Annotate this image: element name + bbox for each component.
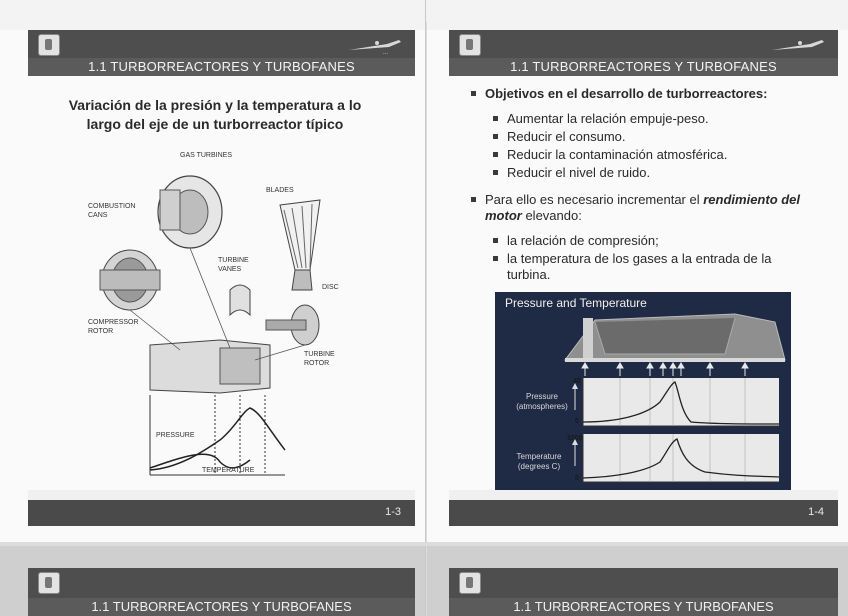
sub-bullet-text: la temperatura de los gases a la entrada de la turbina.	[507, 251, 772, 282]
label-disc: DISC	[322, 284, 339, 291]
university-badge-icon	[459, 572, 481, 594]
page-number: 1-3	[385, 506, 401, 518]
slide-4	[427, 0, 848, 542]
label-combustion-cans: COMBUSTION CANS	[88, 203, 136, 219]
university-badge-icon	[38, 572, 60, 594]
label-pressure: PRESSURE	[156, 432, 195, 439]
bullet-second-suffix: elevando:	[521, 208, 582, 223]
airplane-logo-icon	[766, 36, 828, 56]
temperature-max: 1500	[567, 435, 583, 442]
slide-footer	[449, 500, 838, 526]
sub-bullet	[507, 233, 659, 249]
slide-header-bar	[28, 568, 415, 598]
sub-bullet-text: Reducir el nivel de ruido.	[507, 165, 651, 180]
slide-5	[0, 546, 426, 616]
university-badge-icon	[38, 34, 60, 56]
label-blades: BLADES	[266, 187, 294, 194]
sub-bullet-text: Aumentar la relación empuje-peso.	[507, 111, 709, 126]
pressure-max: 40	[573, 378, 581, 385]
slide-header-bar	[449, 568, 838, 598]
gas-turbine-diagram	[70, 150, 370, 480]
pressure-axis-label: Pressure (atmospheres)	[516, 392, 568, 411]
bullet-second-prefix: Para ello es necesario incrementar el	[485, 192, 704, 207]
bullet-dot-icon	[471, 91, 476, 96]
label-compressor-rotor: COMPRESSOR ROTOR	[88, 319, 139, 335]
slide-footer	[28, 500, 415, 526]
bullet-main	[485, 86, 767, 102]
slide-header-text: 1.1 TURBORREACTORES Y TURBOFANES	[449, 598, 838, 616]
slide-header-text: 1.1 TURBORREACTORES Y TURBOFANES	[449, 58, 838, 76]
bullet-second	[485, 192, 805, 224]
bullet-dot-icon	[493, 238, 498, 243]
gas-turbine-drawing	[70, 150, 370, 480]
university-badge-icon	[459, 34, 481, 56]
slide-footer-light	[449, 490, 838, 500]
slide-header-text: 1.1 TURBORREACTORES Y TURBOFANES	[28, 58, 415, 76]
label-turbine-vanes: TURBINE VANES	[218, 257, 249, 273]
slide-3	[0, 0, 426, 542]
svg-text:...: ...	[383, 50, 389, 56]
bullet-dot-icon	[493, 116, 498, 121]
page-number: 1-4	[808, 506, 824, 518]
sub-bullet	[507, 165, 650, 181]
pressure-temperature-figure	[495, 292, 791, 505]
slide-top-strip	[0, 0, 425, 30]
bullet-main-text: Objetivos en el desarrollo de turborreactores:	[485, 86, 768, 101]
sub-bullet	[507, 147, 727, 163]
slide-header-text: 1.1 TURBORREACTORES Y TURBOFANES	[28, 598, 415, 616]
bullet-dot-icon	[493, 134, 498, 139]
airplane-logo-icon	[343, 36, 405, 56]
temperature-axis-label: Temperature (degrees C)	[516, 452, 562, 471]
slide-6	[427, 546, 848, 616]
sub-bullet-text: la relación de compresión;	[507, 233, 659, 248]
slide-title: Variación de la presión y la temperatura a lo largo del eje de un turborreactor típico	[68, 97, 362, 132]
bullet-dot-icon	[471, 197, 476, 202]
pressure-min: 0	[575, 418, 579, 425]
bullet-dot-icon	[493, 256, 498, 261]
sub-bullet	[507, 129, 626, 145]
sub-bullet-text: Reducir el consumo.	[507, 129, 626, 144]
bullet-dot-icon	[493, 170, 498, 175]
temperature-min: 0	[575, 475, 579, 482]
label-temperature: TEMPERATURE	[202, 467, 255, 474]
bullet-second-emphasis: rendimiento del motor	[485, 192, 801, 223]
label-turbine-rotor: TURBINE ROTOR	[304, 351, 335, 367]
sub-bullet	[507, 251, 797, 283]
bullet-dot-icon	[493, 152, 498, 157]
figure-title: Pressure and Temperature	[505, 296, 647, 310]
slide-footer-light	[28, 490, 415, 500]
slide-top-strip	[427, 0, 848, 30]
sub-bullet	[507, 111, 709, 127]
label-gas-turbines: GAS TURBINES	[180, 152, 232, 159]
sub-bullet-text: Reducir la contaminación atmosférica.	[507, 147, 728, 162]
